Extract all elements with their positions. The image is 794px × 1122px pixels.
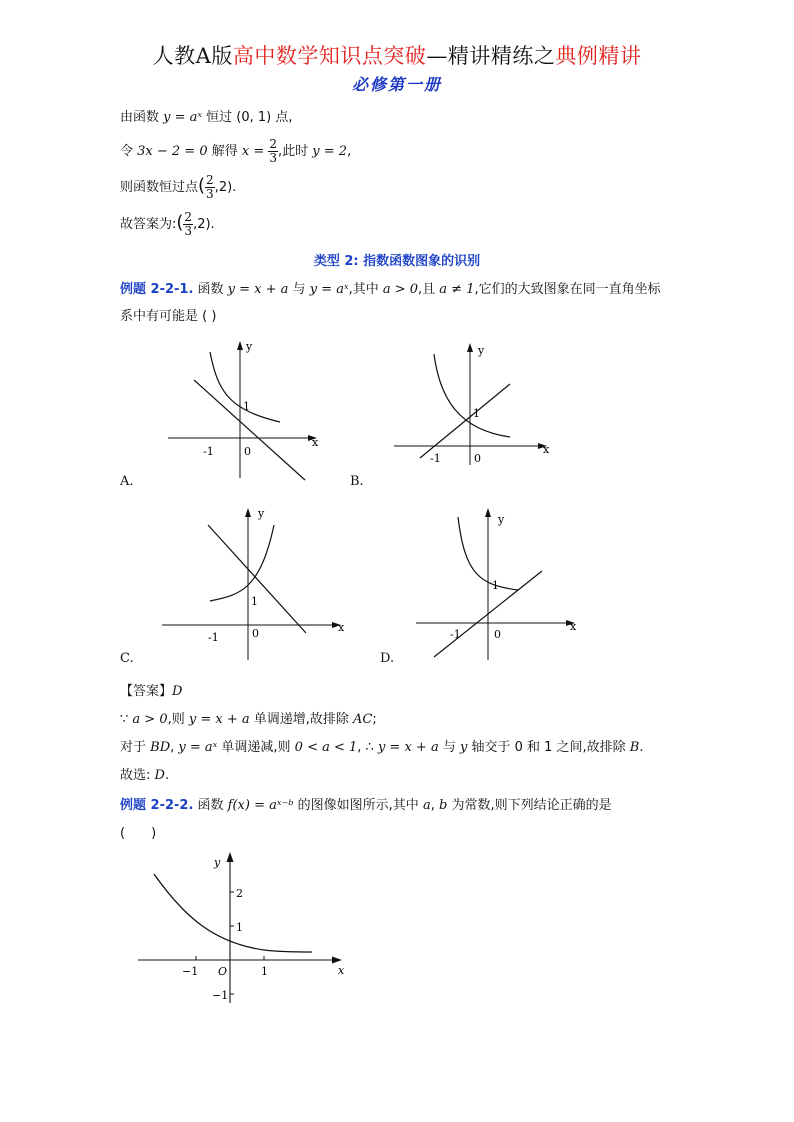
page-subtitle: 必修第一册 (351, 75, 442, 94)
explanation-line-3: 故选: D. (120, 768, 170, 783)
axis-y-label: y (498, 513, 505, 526)
graph-option-a (160, 338, 330, 483)
answer-line: 【答案】D (120, 684, 183, 699)
solution-line-3: 则函数恒过点( $\frac{2}{3}$ ,2). (120, 173, 237, 201)
fraction-two-thirds: $\frac{2}{3}$ (206, 173, 214, 201)
option-b-label: B. (350, 474, 364, 489)
tick-0: 0 (252, 627, 259, 640)
solution-line-4: 故答案为:( $\frac{2}{3}$ ,2). (120, 210, 215, 238)
tick-x-1: 1 (261, 965, 268, 978)
tick-neg1: -1 (208, 631, 219, 644)
graph-example-2 (130, 848, 355, 1006)
axis-x-label: x (312, 436, 319, 449)
section-title: 类型 2: 指数函数图象的识别 (313, 254, 481, 269)
option-a-label: A. (120, 474, 134, 489)
tick-neg1: -1 (203, 445, 214, 458)
tick-1: 1 (251, 595, 258, 608)
example-1-statement-line-2: 系中有可能是 ( ) (120, 309, 217, 324)
axis-y-label: y (258, 507, 265, 520)
page-title: 人教A版高中数学知识点突破—精讲精练之典例精讲 (152, 44, 642, 68)
graph-option-b (390, 340, 555, 470)
tick-neg1: -1 (450, 628, 461, 641)
tick-y-1: 1 (236, 921, 243, 934)
option-d-label: D. (380, 651, 395, 666)
axis-x-label: x (338, 621, 345, 634)
tick-1: 1 (243, 400, 250, 413)
tick-0: 0 (494, 628, 501, 641)
graph-option-c (160, 505, 350, 660)
solution-line-1: 由函数 y = aˣ 恒过 (0, 1) 点, (120, 110, 293, 125)
tick-y-2: 2 (236, 887, 243, 900)
axis-x-label: x (338, 964, 345, 977)
example-2-statement: 例题 2-2-2. 函数 f(x) = aˣ⁻ᵇ 的图像如图所示,其中 a, b 为常数,则下列结论正确的是 (120, 798, 612, 813)
graph-option-d (410, 505, 585, 660)
example-1-statement: 例题 2-2-1. 函数 y = x + a 与 y = aˣ,其中 a > 0,且 a ≠ 1,它们的大致图象在同一直角坐标 (120, 282, 661, 297)
tick-y-neg1: −1 (212, 989, 229, 1002)
axis-x-label: x (570, 620, 577, 633)
example-2-statement-line-2: ( ) (120, 826, 157, 841)
fraction-two-thirds: $\frac{2}{3}$ (269, 137, 278, 165)
axis-y-label: y (214, 856, 221, 869)
tick-0: 0 (474, 452, 481, 465)
fraction-two-thirds: $\frac{2}{3}$ (184, 210, 193, 238)
axis-x-label: x (543, 443, 550, 456)
explanation-line-2: 对于 BD, y = aˣ 单调递减,则 0 < a < 1, ∴ y = x + a 与 y 轴交于 0 和 1 之间,故排除 B. (120, 740, 644, 755)
origin-label: O (218, 965, 228, 978)
axis-y-label: y (478, 344, 485, 357)
tick-x-neg1: −1 (182, 965, 199, 978)
tick-0: 0 (244, 445, 251, 458)
solution-line-2: 令 3x − 2 = 0 解得 x = $\frac{2}{3}$ ,此时 y = 2, (120, 137, 352, 165)
explanation-line-1: ∵ a > 0,则 y = x + a 单调递增,故排除 AC; (120, 712, 377, 727)
tick-1: 1 (473, 407, 480, 420)
option-c-label: C. (120, 651, 134, 666)
axis-y-label: y (246, 340, 253, 353)
tick-neg1: -1 (430, 452, 441, 465)
tick-1: 1 (492, 579, 499, 592)
